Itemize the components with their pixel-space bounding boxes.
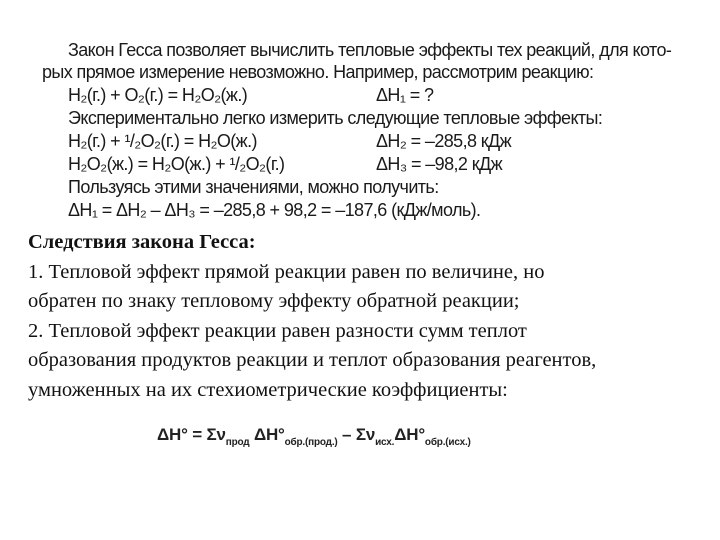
reaction-3: H₂O₂(ж.) = H₂O(ж.) + ¹/₂O₂(г.): [68, 154, 285, 174]
consequences-heading: Следствия закона Гесса:: [28, 231, 256, 253]
delta-h1: ΔH₁ = ?: [376, 85, 434, 105]
intro-line-1: Закон Гесса позволяет вычислить тепловые эффекты тех реакций, для кото-: [68, 40, 672, 60]
hess-formula: [157, 425, 471, 448]
formula-sub-obr-isx: обр.(исх.): [424, 437, 471, 448]
delta-h3: ΔH₃ = –98,2 кДж: [376, 154, 503, 174]
consequence-1-line-1: 1. Тепловой эффект прямой реакции равен по величине, но: [28, 260, 545, 283]
consequences-text: [28, 228, 718, 405]
formula-sub-obr-prod: обр.(прод.): [284, 437, 338, 448]
experiment-line: Экспериментально легко измерить следующие тепловые эффекты:: [68, 108, 603, 128]
intro-line-2: рых прямое измерение невозможно. Например, рассмотрим реакцию:: [42, 62, 594, 82]
formula-dh-prod: ΔH°: [249, 425, 285, 444]
scanned-text-block: [0, 0, 720, 230]
formula-lhs: ΔH° = Σν: [157, 425, 226, 444]
consequence-2-line-1: 2. Тепловой эффект реакции равен разности сумм теплот: [28, 319, 527, 342]
formula-dh-isx: ΔH°: [394, 425, 425, 444]
reaction-main: H₂(г.) + O₂(г.) = H₂O₂(ж.): [68, 85, 248, 105]
delta-h2: ΔH₂ = –285,8 кДж: [376, 131, 512, 151]
reaction-2: H₂(г.) + ¹/₂O₂(г.) = H₂O(ж.): [68, 131, 257, 151]
consequence-2-line-2: образования продуктов реакции и теплот образования реагентов,: [28, 349, 597, 371]
consequence-1-line-2: обратен по знаку тепловому эффекту обратной реакции;: [28, 290, 520, 312]
consequence-2-line-3: умноженных на их стехиометрические коэффициенты:: [28, 378, 508, 401]
formula-minus-sum: – Σν: [337, 425, 376, 444]
formula-sub-isx: исх.: [375, 437, 395, 448]
formula-sub-prod: прод: [225, 437, 250, 448]
using-line: Пользуясь этими значениями, можно получить:: [68, 177, 439, 197]
result-line: ΔH₁ = ΔH₂ – ΔH₃ = –285,8 + 98,2 = –187,6 (кДж/моль).: [68, 200, 481, 220]
